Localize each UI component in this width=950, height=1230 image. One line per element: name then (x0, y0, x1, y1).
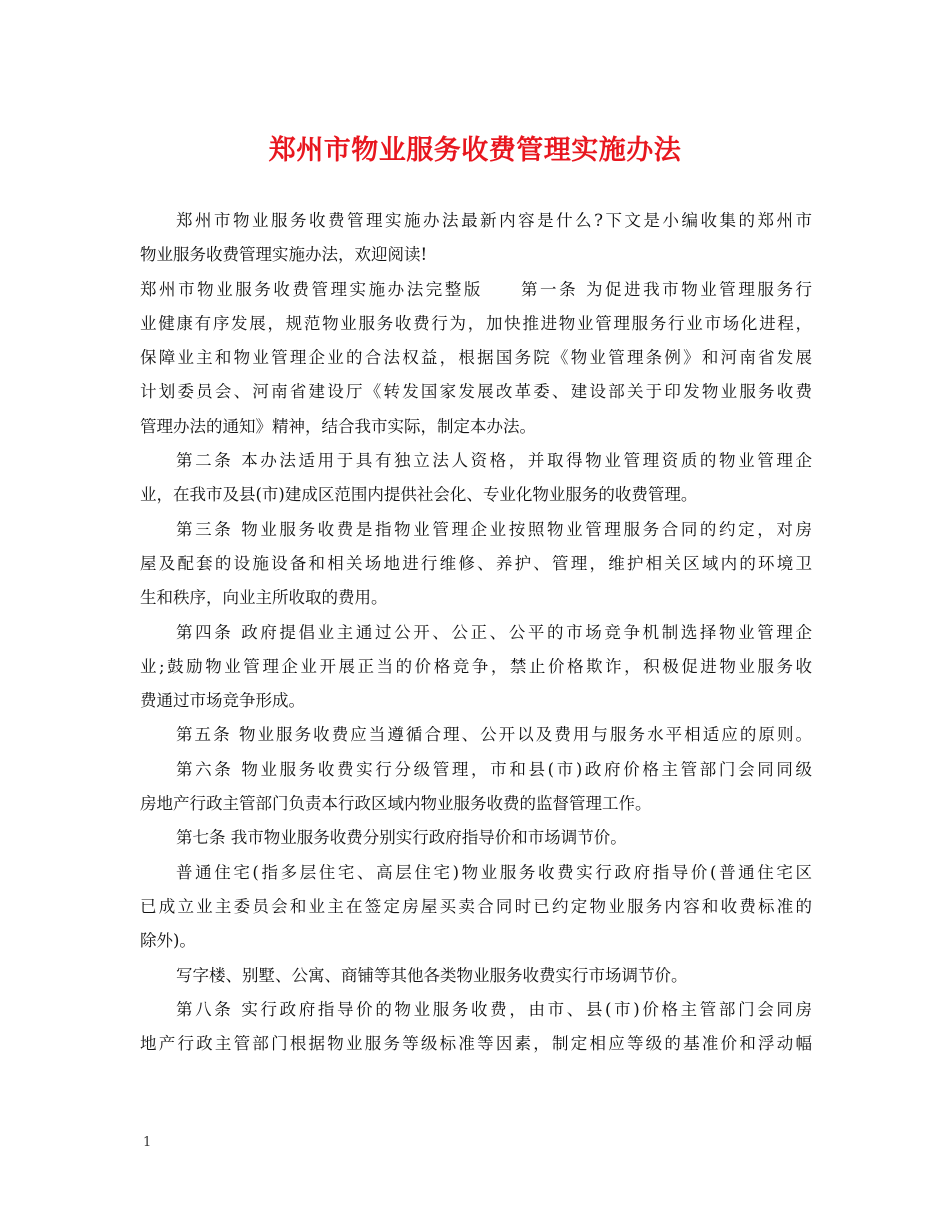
body-text-line: 第二条 本办法适用于具有独立法人资格，并取得物业管理资质的物业管理企 (176, 451, 812, 471)
body-text-line: 管理办法的通知》精神，结合我市实际，制定本办法。 (140, 416, 536, 436)
body-text-line: 第四条 政府提倡业主通过公开、公正、公平的市场竞争机制选择物业管理企 (176, 622, 812, 642)
body-text-line: 屋及配套的设施设备和相关场地进行维修、养护、管理，维护相关区域内的环境卫 (140, 553, 812, 573)
body-text-line: 写字楼、别墅、公寓、商铺等其他各类物业服务收费实行市场调节价。 (176, 965, 688, 985)
body-text-line: 郑州市物业服务收费管理实施办法完整版 第一条 为促进我市物业管理服务行 (140, 279, 812, 299)
body-text-line: 已成立业主委员会和业主在签定房屋买卖合同时已约定物业服务内容和收费标准的 (140, 896, 812, 916)
body-text-line: 第七条 我市物业服务收费分别实行政府指导价和市场调节价。 (176, 828, 627, 848)
body-text-line: 除外)。 (140, 931, 196, 951)
body-text-line: 房地产行政主管部门负责本行政区域内物业服务收费的监督管理工作。 (140, 794, 652, 814)
body-text-line: 计划委员会、河南省建设厅《转发国家发展改革委、建设部关于印发物业服务收费 (140, 382, 812, 402)
body-text-line: 第三条 物业服务收费是指物业管理企业按照物业管理服务合同的约定，对房 (176, 519, 812, 539)
body-text-line: 业，在我市及县(市)建成区范围内提供社会化、专业化物业服务的收费管理。 (140, 485, 698, 505)
body-text-line: 郑州市物业服务收费管理实施办法最新内容是什么?下文是小编收集的郑州市 (176, 211, 812, 230)
body-text-line: 第六条 物业服务收费实行分级管理，市和县(市)政府价格主管部门会同同级 (176, 759, 812, 779)
body-text-line: 地产行政主管部门根据物业服务等级标准等因素，制定相应等级的基准价和浮动幅 (140, 1034, 812, 1054)
document-title: 郑州市物业服务收费管理实施办法 (268, 135, 682, 166)
page-number: 1 (143, 1135, 152, 1150)
body-text-line: 生和秩序，向业主所收取的费用。 (140, 588, 388, 608)
document-body (140, 204, 812, 1061)
body-text-line: 保障业主和物业管理企业的合法权益，根据国务院《物业管理条例》和河南省发展 (140, 348, 812, 368)
body-text-line: 物业服务收费管理实施办法，欢迎阅读! (140, 245, 428, 265)
body-text-line: 费通过市场竞争形成。 (140, 691, 305, 711)
body-text-line: 普通住宅(指多层住宅、高层住宅)物业服务收费实行政府指导价(普通住宅区 (176, 862, 812, 882)
body-text-line: 业健康有序发展，规范物业服务收费行为，加快推进物业管理服务行业市场化进程， (140, 313, 812, 333)
body-text-line: 第五条 物业服务收费应当遵循合理、公开以及费用与服务水平相适应的原则。 (176, 725, 812, 745)
body-text-line: 第八条 实行政府指导价的物业服务收费，由市、县(市)价格主管部门会同房 (176, 999, 812, 1019)
body-text-line: 业;鼓励物业管理企业开展正当的价格竞争，禁止价格欺诈，积极促进物业服务收 (140, 656, 812, 676)
